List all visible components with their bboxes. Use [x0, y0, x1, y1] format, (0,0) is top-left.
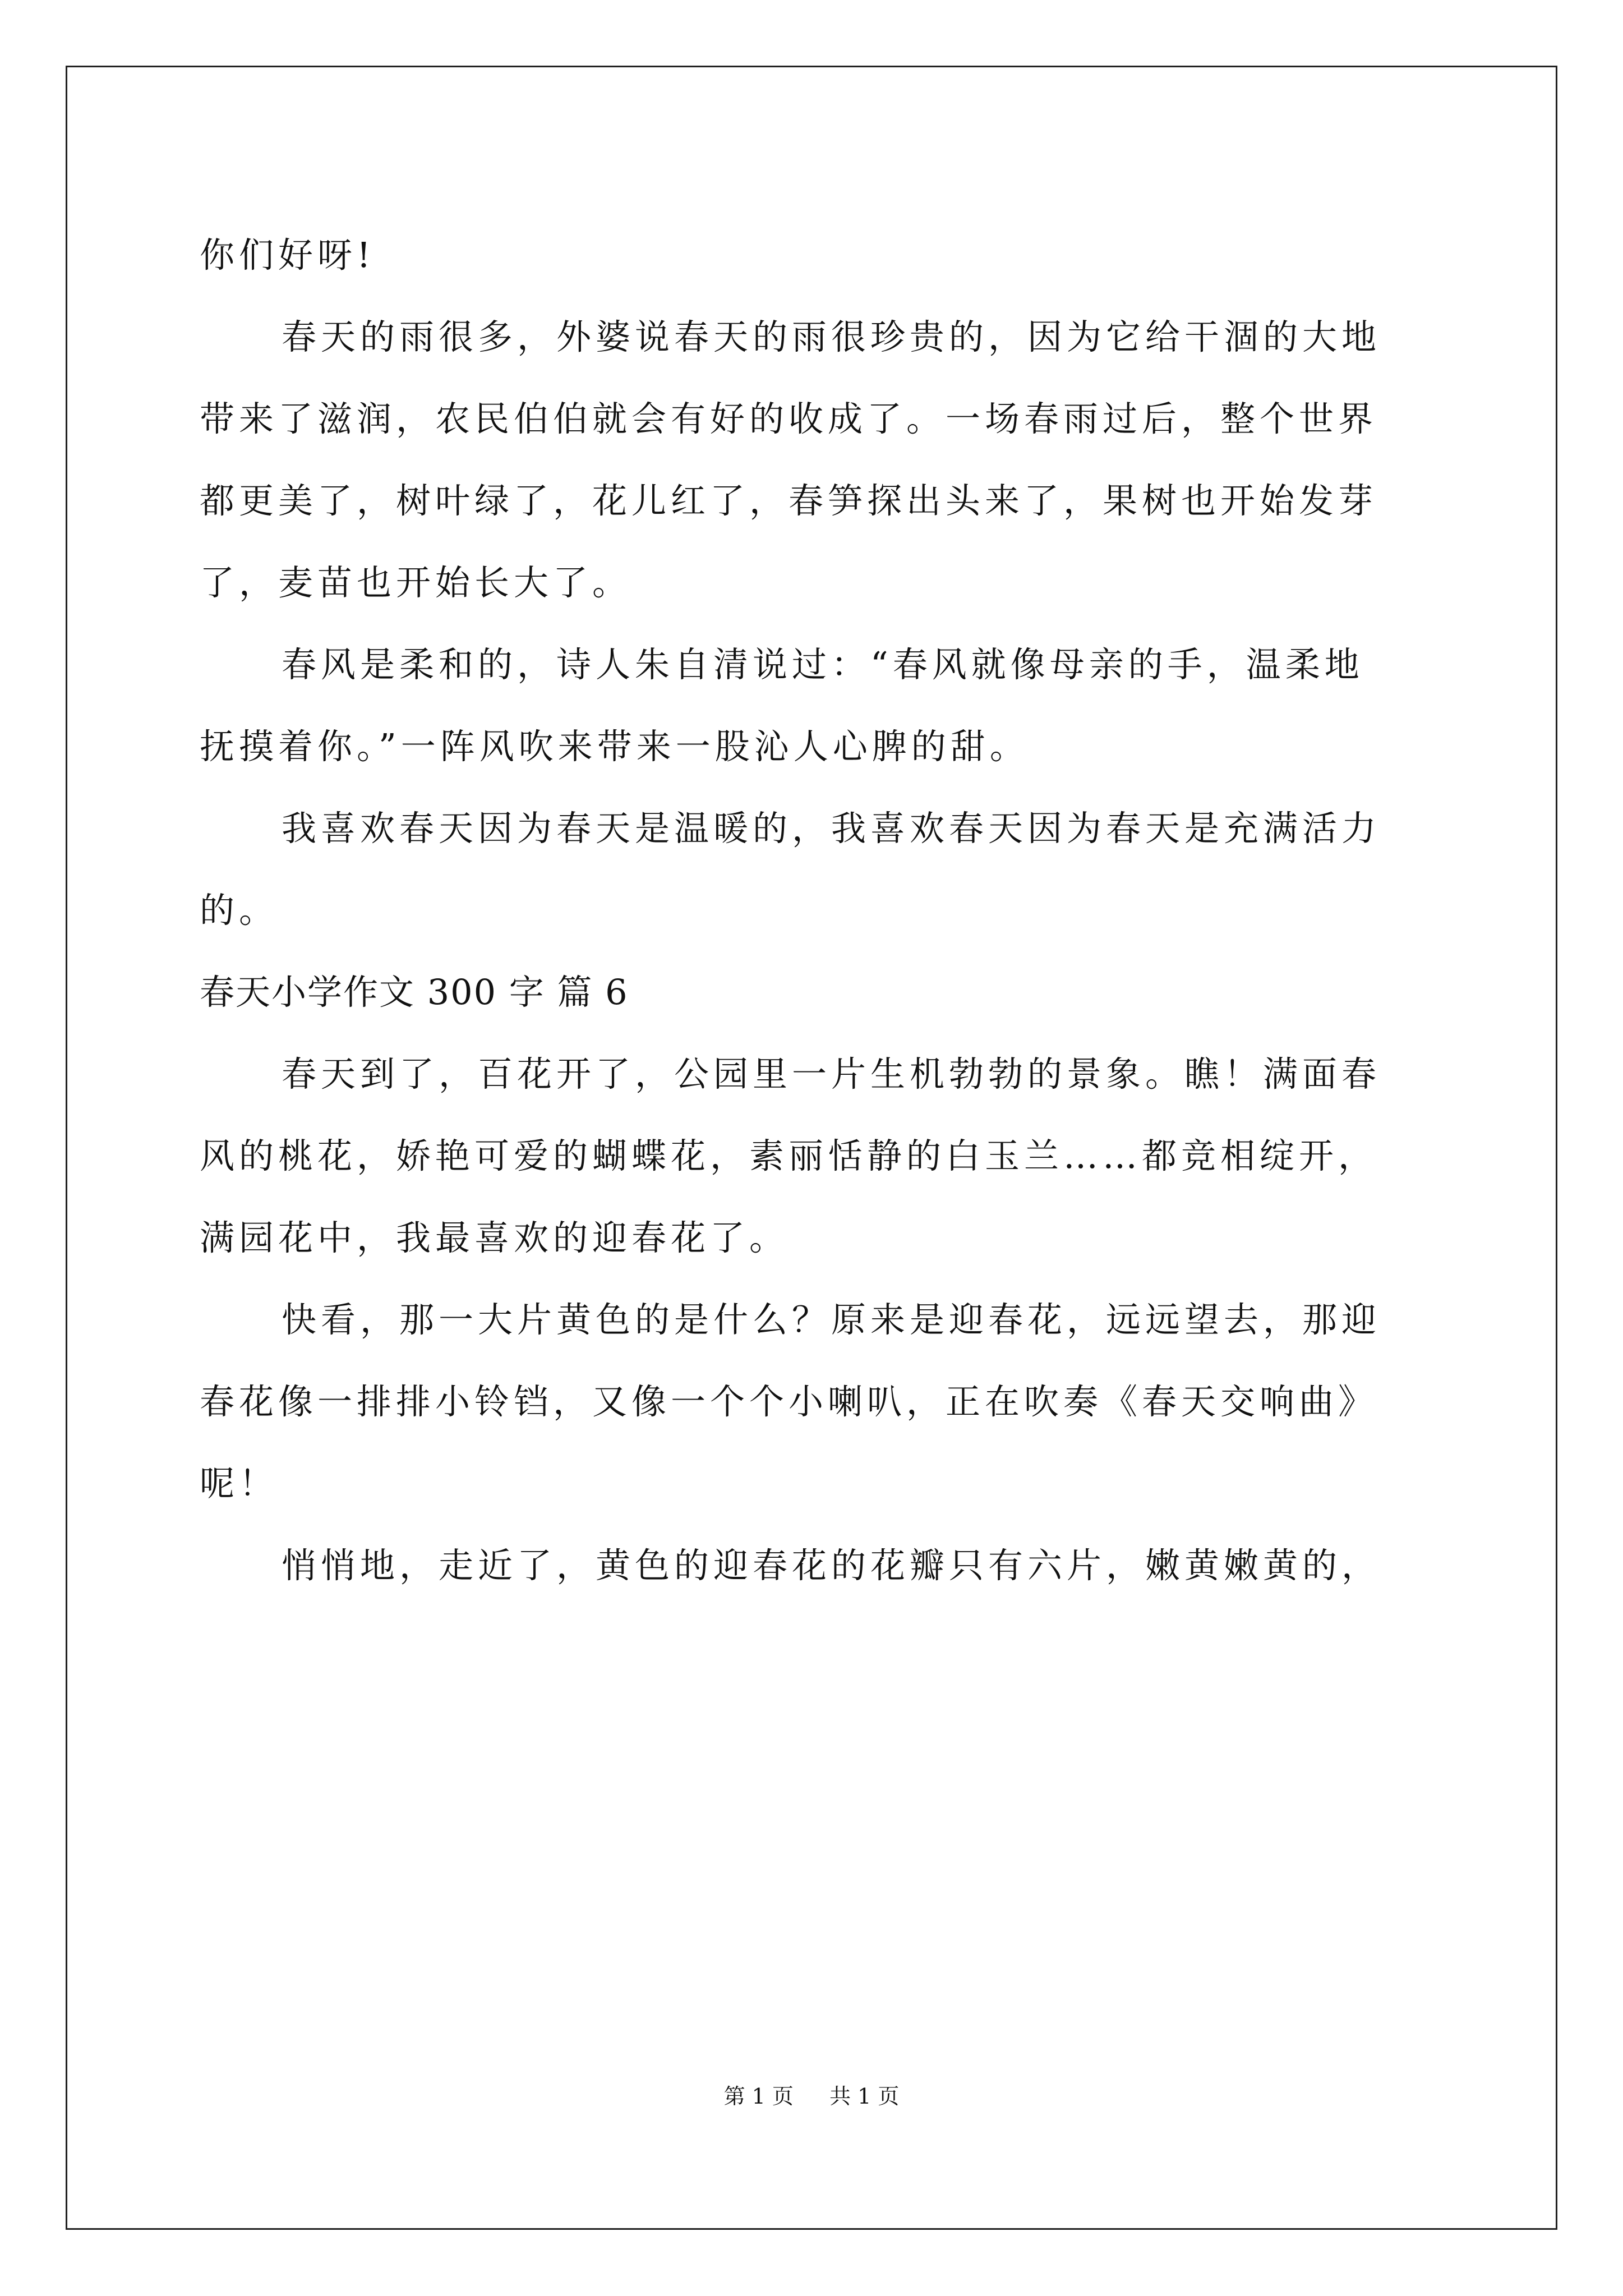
text-line: 都更美了，树叶绿了，花儿红了，春笋探出头来了，果树也开始发芽 [200, 480, 1378, 521]
text-line: 呢！ [200, 1463, 279, 1504]
page-number-total: 共 1 页 [829, 2084, 900, 2109]
text-line: 了，麦苗也开始长大了。 [200, 562, 632, 603]
text-line: 带来了滋润，农民伯伯就会有好的收成了。一场春雨过后，整个世界 [200, 398, 1378, 439]
text-line: 风的桃花，娇艳可爱的蝴蝶花，素丽恬静的白玉兰……都竞相绽开， [200, 1135, 1378, 1176]
paragraph-start-line: 春风是柔和的，诗人朱自清说过：“春风就像母亲的手，温柔地 [282, 644, 1364, 685]
paragraph-start-line: 春天到了，百花开了，公园里一片生机勃勃的景象。瞧！满面春 [282, 1053, 1381, 1094]
text-line: 春花像一排排小铃铛，又像一个个小喇叭，正在吹奏《春天交响曲》 [200, 1381, 1378, 1422]
page-number-current: 第 1 页 [723, 2084, 794, 2109]
document-body [200, 214, 1428, 1607]
text-line: 满园花中，我最喜欢的迎春花了。 [200, 1217, 789, 1258]
paragraph-start-line: 快看，那一大片黄色的是什么？原来是迎春花，远远望去，那迎 [282, 1299, 1381, 1340]
text-line: 抚摸着你。”一阵风吹来带来一股沁人心脾的甜。 [200, 726, 1029, 767]
paragraph-start-line: 悄悄地，走近了，黄色的迎春花的花瓣只有六片，嫩黄嫩黄的， [282, 1545, 1381, 1586]
paragraph-start-line: 我喜欢春天因为春天是温暖的，我喜欢春天因为春天是充满活力 [282, 808, 1381, 849]
paragraph-start-line: 春天的雨很多，外婆说春天的雨很珍贵的，因为它给干涸的大地 [282, 316, 1381, 357]
text-line: 你们好呀! [200, 234, 375, 275]
page-footer [0, 2082, 1623, 2110]
section-heading: 春天小学作文 300 字 篇 6 [200, 972, 629, 1013]
text-line: 的。 [200, 890, 279, 931]
